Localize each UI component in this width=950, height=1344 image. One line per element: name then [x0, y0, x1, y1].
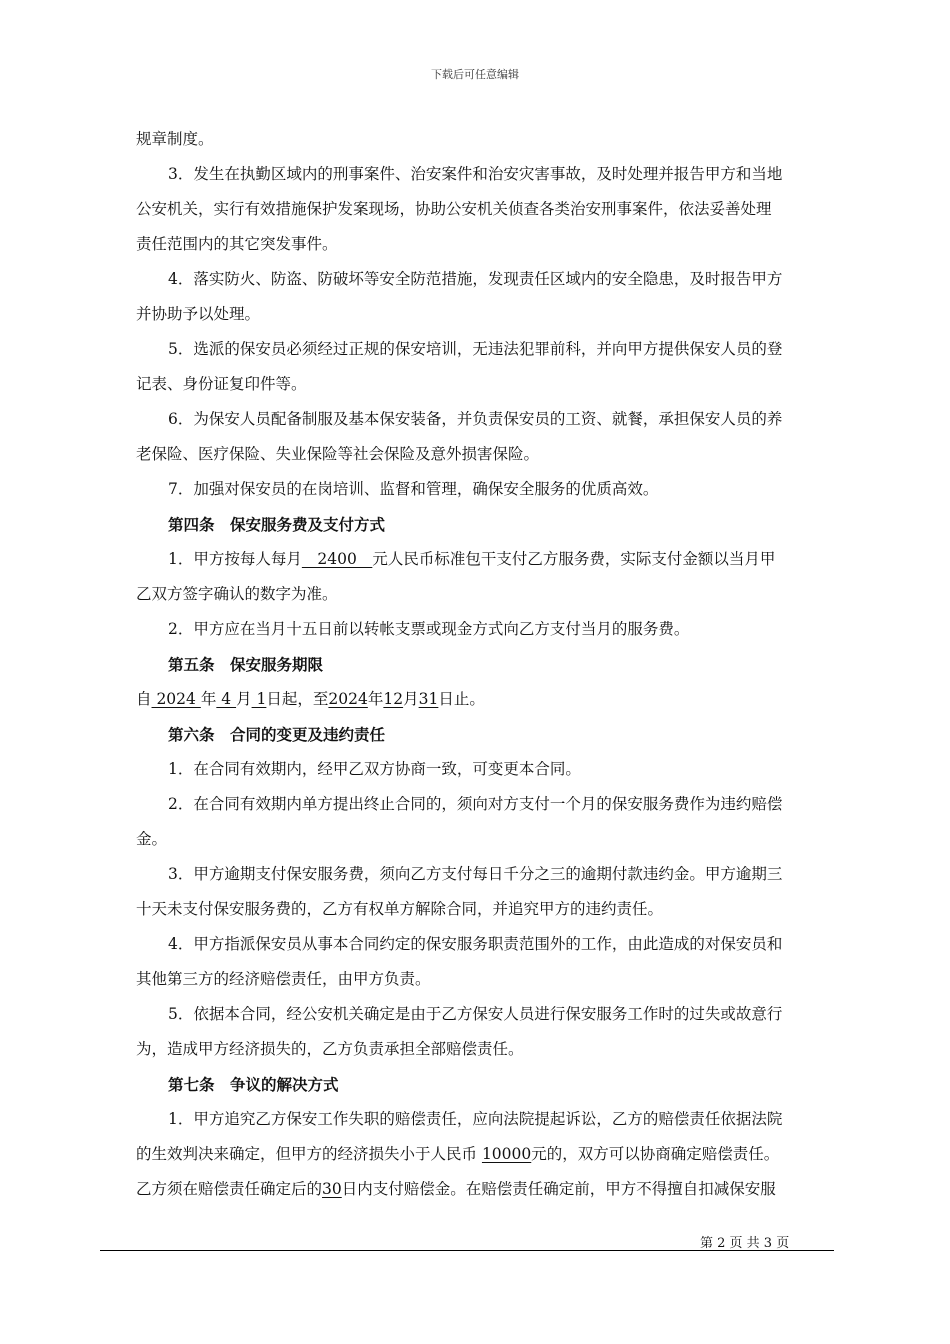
body-text-line: 4．落实防火、防盗、防破坏等安全防范措施，发现责任区域内的安全隐患，及时报告甲方 — [168, 270, 783, 288]
body-text-line: 1．甲方追究乙方保安工作失职的赔偿责任，应向法院提起诉讼，乙方的赔偿责任依据法院 — [168, 1110, 783, 1128]
text-segment: 年 — [200, 690, 217, 708]
body-text-line: 2．在合同有效期内单方提出终止合同的，须向对方支付一个月的保安服务费作为违约赔偿 — [168, 795, 783, 813]
text-segment: 月 — [236, 690, 252, 708]
text-segment: 1．甲方按每人每月 — [168, 550, 302, 568]
body-text-line: 金。 — [136, 830, 168, 848]
text-segment: 日起，至 — [266, 690, 329, 708]
section-heading: 第五条 保安服务期限 — [168, 655, 324, 674]
body-text-line: 规章制度。 — [136, 130, 214, 148]
text-segment: 日止。 — [438, 690, 485, 708]
body-text-line: 3．甲方逾期支付保安服务费，须向乙方支付每日千分之三的逾期付款违约金。甲方逾期三 — [168, 865, 783, 883]
body-text-line — [136, 542, 832, 577]
body-text-line: 为，造成甲方经济损失的，乙方负责承担全部赔偿责任。 — [136, 1040, 524, 1058]
text-segment: 乙方须在赔偿责任确定后的 — [136, 1180, 323, 1198]
footer-rule — [100, 1250, 834, 1251]
body-text-line: 十天未支付保安服务费的，乙方有权单方解除合同，并追究甲方的违约责任。 — [136, 900, 664, 918]
filled-blank: 31 — [418, 690, 439, 708]
filled-blank: 2024 — [328, 690, 368, 708]
page-number: 第 2 页 共 3 页 — [700, 1236, 790, 1251]
section-heading: 第六条 合同的变更及违约责任 — [168, 725, 386, 744]
text-segment: 元的，双方可以协商确定赔偿责任。 — [531, 1145, 780, 1163]
body-text-line: 2．甲方应在当月十五日前以转帐支票或现金方式向乙方支付当月的服务费。 — [168, 620, 690, 638]
text-segment: 年 — [367, 690, 384, 708]
body-text-line: 记表、身份证复印件等。 — [136, 375, 307, 393]
text-segment: 元人民币标准包干支付乙方服务费，实际支付金额以当月甲 — [372, 550, 776, 568]
body-text-line: 老保险、医疗保险、失业保险等社会保险及意外损害保险。 — [136, 445, 540, 463]
text-segment: 自 — [136, 690, 152, 708]
body-text-line — [136, 682, 832, 717]
body-text-line: 其他第三方的经济赔偿责任，由甲方负责。 — [136, 970, 431, 988]
body-text-line: 3．发生在执勤区域内的刑事案件、治安案件和治安灾害事故，及时处理并报告甲方和当地 — [168, 165, 783, 183]
document-body — [136, 122, 832, 1207]
filled-blank: 12 — [383, 690, 404, 708]
body-text-line: 7．加强对保安员的在岗培训、监督和管理，确保安全服务的优质高效。 — [168, 480, 659, 498]
body-text-line: 4．甲方指派保安员从事本合同约定的保安服务职责范围外的工作，由此造成的对保安员和 — [168, 935, 783, 953]
filled-blank: 4 — [216, 690, 237, 708]
filled-blank: 10000 — [481, 1145, 532, 1163]
body-text-line: 5．选派的保安员必须经过正规的保安培训，无违法犯罪前科，并向甲方提供保安人员的登 — [168, 340, 783, 358]
section-heading: 第七条 争议的解决方式 — [168, 1075, 339, 1094]
body-text-line: 责任范围内的其它突发事件。 — [136, 235, 338, 253]
body-text-line: 并协助予以处理。 — [136, 305, 261, 323]
body-text-line: 乙双方签字确认的数字为准。 — [136, 585, 338, 603]
text-segment: 的生效判决来确定，但甲方的经济损失小于人民币 — [136, 1145, 482, 1163]
body-text-line: 公安机关，实行有效措施保护发案现场，协助公安机关侦查各类治安刑事案件，依法妥善处理 — [136, 200, 772, 218]
filled-blank: 30 — [322, 1180, 342, 1198]
body-text-line: 5．依据本合同，经公安机关确定是由于乙方保安人员进行保安服务工作时的过失或故意行 — [168, 1005, 783, 1023]
body-text-line — [136, 1172, 832, 1207]
page-header: 下载后可任意编辑 — [431, 68, 519, 81]
filled-blank: 1 — [251, 690, 267, 708]
filled-blank: 2024 — [151, 690, 201, 708]
body-text-line — [136, 1137, 832, 1172]
text-segment: 月 — [403, 690, 419, 708]
body-text-line: 6．为保安人员配备制服及基本保安装备，并负责保安员的工资、就餐，承担保安人员的养 — [168, 410, 783, 428]
filled-blank: 2400 — [301, 550, 373, 568]
body-text-line: 1．在合同有效期内，经甲乙双方协商一致，可变更本合同。 — [168, 760, 581, 778]
text-segment: 日内支付赔偿金。在赔偿责任确定前，甲方不得擅自扣减保安服 — [341, 1180, 776, 1198]
section-heading: 第四条 保安服务费及支付方式 — [168, 515, 386, 534]
